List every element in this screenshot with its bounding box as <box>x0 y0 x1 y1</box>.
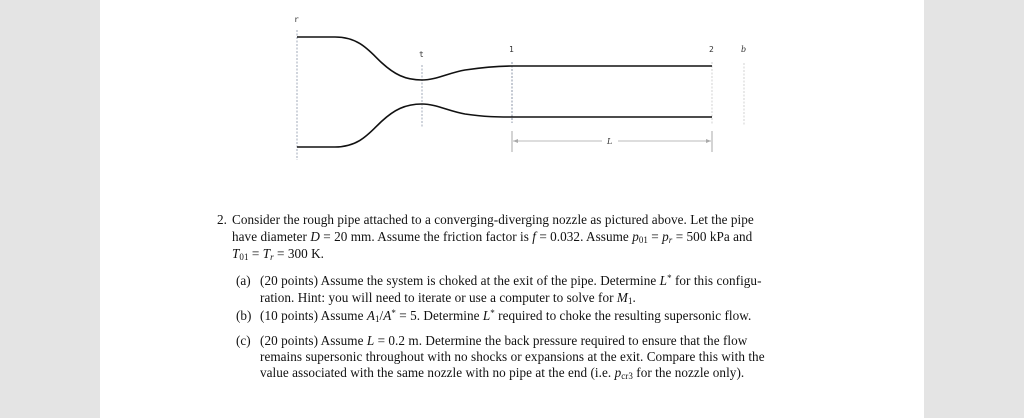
sub-r: r <box>668 235 673 245</box>
sub-1: 1 <box>627 296 633 306</box>
var-f: f <box>532 229 536 244</box>
part-b-label: (b) <box>236 308 252 323</box>
label-r: r <box>294 15 299 24</box>
star: * <box>490 308 495 318</box>
text: . <box>632 290 636 305</box>
sub-1: 1 <box>374 314 380 324</box>
var-D: D <box>310 229 320 244</box>
text: = 500 kPa and <box>672 229 753 244</box>
label-b: b <box>741 45 747 54</box>
var-A: A <box>383 308 392 323</box>
var-p: p <box>614 365 622 380</box>
part-c-label: (c) <box>236 333 251 348</box>
text: (20 points) Assume <box>260 333 367 348</box>
part-c-line-1 <box>260 333 747 349</box>
intro-line-3 <box>232 246 324 262</box>
intro-line-2 <box>232 229 752 245</box>
var-M: M <box>616 290 628 305</box>
sub-01: 01 <box>239 252 249 262</box>
text: remains supersonic throughout with no shocks or expansions at the exit. Compare this with the <box>260 349 765 364</box>
text: for this configu- <box>671 273 762 288</box>
var-L: L <box>366 333 375 348</box>
sub-cr3: cr3 <box>621 371 633 381</box>
intro-text: Consider the rough pipe attached to a converging-diverging nozzle as pictured above. Let the pipe <box>232 212 754 227</box>
star: * <box>391 308 396 318</box>
var-L: L <box>482 308 491 323</box>
text: required to choke the resulting supersonic flow. <box>494 308 752 323</box>
text: = 20 mm. Assume the friction factor is <box>319 229 533 244</box>
text: for the nozzle only). <box>632 365 745 380</box>
label-1: 1 <box>509 45 514 54</box>
text: (10 points) Assume <box>260 308 367 323</box>
text: = 0.032. Assume <box>535 229 633 244</box>
text: = <box>248 246 263 261</box>
problem-number: 2. <box>217 212 227 227</box>
var-A1: A <box>366 308 375 323</box>
label-L: L <box>607 137 613 146</box>
var-Tr: T <box>262 246 271 261</box>
text: = 5. Determine <box>395 308 483 323</box>
text: (20 points) Assume the system is choked at the exit of the pipe. Determine <box>260 273 660 288</box>
star: * <box>667 273 672 283</box>
var-L: L <box>659 273 668 288</box>
sub-r: r <box>270 252 274 262</box>
part-a-label: (a) <box>236 273 251 288</box>
part-a-line-2 <box>260 290 636 306</box>
text: = 0.2 m. Determine the back pressure required to ensure that the flow <box>374 333 748 348</box>
part-c-line-3 <box>260 365 744 381</box>
label-2: 2 <box>709 45 714 54</box>
intro-line-1 <box>232 212 754 228</box>
text: have diameter <box>232 229 311 244</box>
sub-01: 01 <box>638 235 648 245</box>
slash: / <box>379 308 384 323</box>
text: ration. Hint: you will need to iterate or use a computer to solve for <box>260 290 617 305</box>
var-p01: p <box>632 229 639 244</box>
var-T01: T <box>232 246 240 261</box>
var-pr: p <box>662 229 669 244</box>
text: = 300 K. <box>273 246 325 261</box>
part-c-line-2 <box>260 349 765 365</box>
text: = <box>647 229 663 244</box>
part-b-line-1 <box>260 308 751 324</box>
text: value associated with the same nozzle with no pipe at the end (i.e. <box>260 365 615 380</box>
label-t: t <box>419 50 424 59</box>
part-a-line-1 <box>260 273 762 289</box>
